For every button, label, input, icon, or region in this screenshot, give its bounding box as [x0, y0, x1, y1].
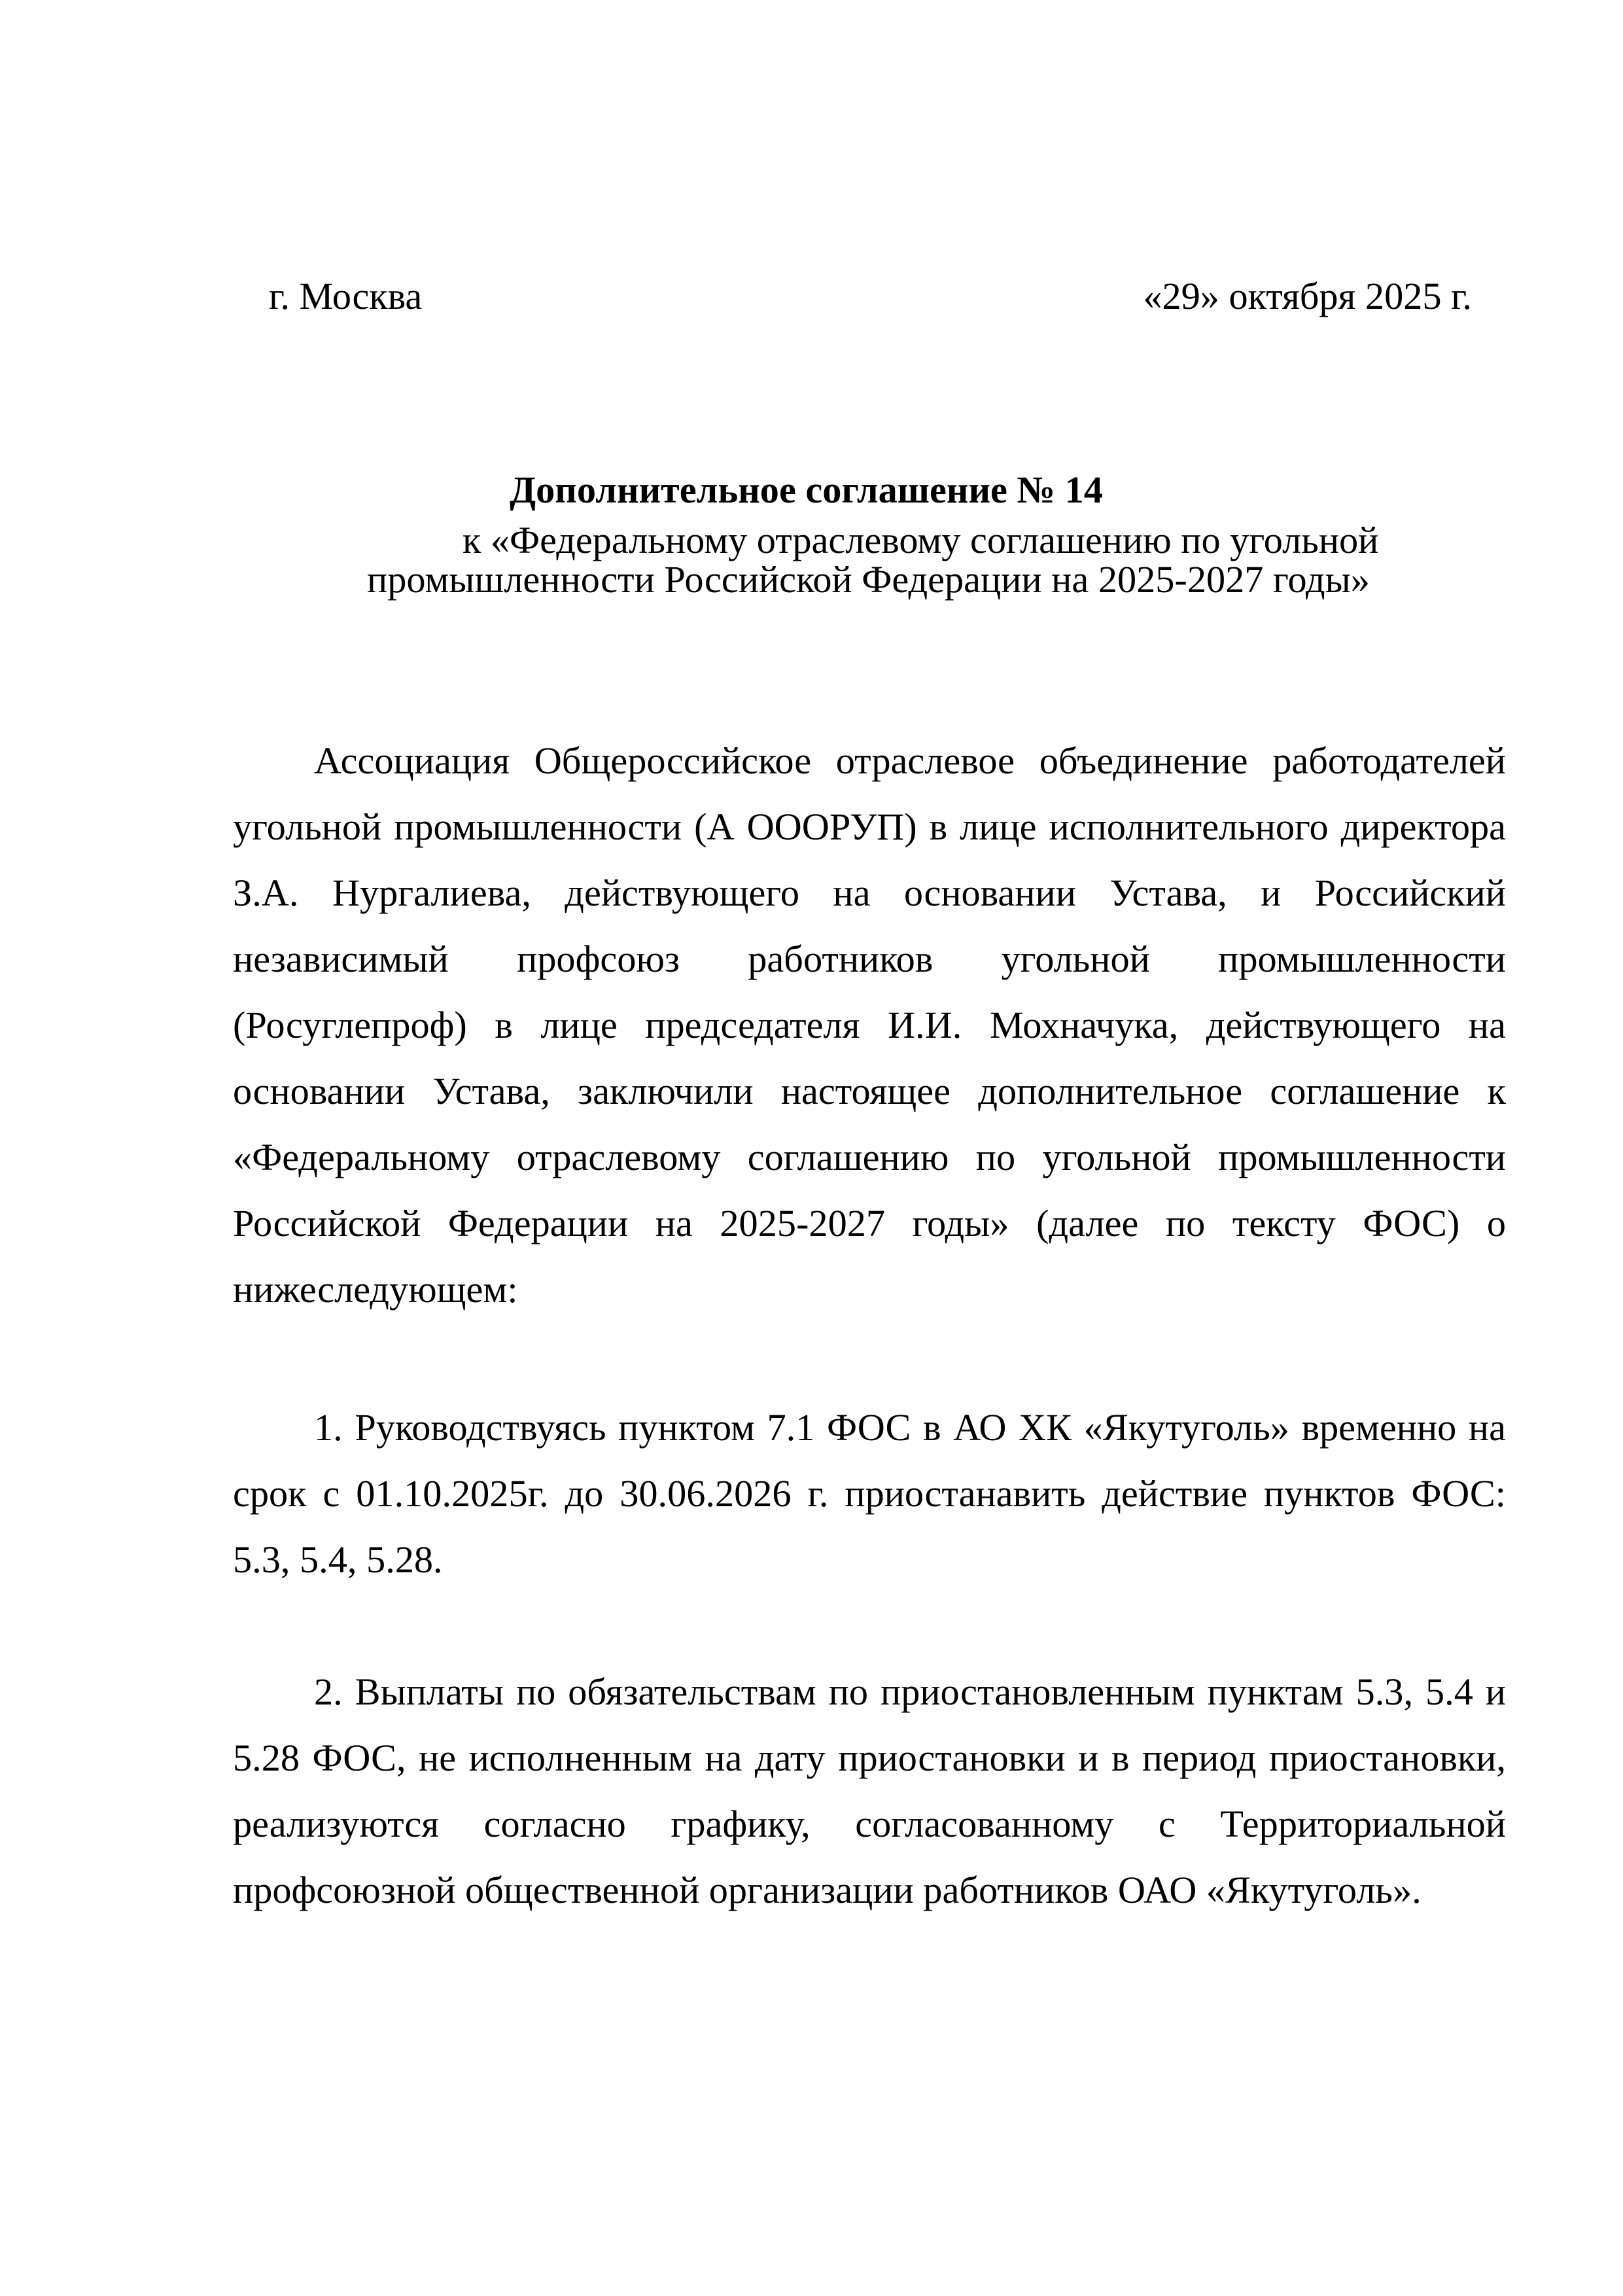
clause-line: срок с 01.10.2025г. до 30.06.2026 г. приостанавить действие пунктов ФОС: — [233, 1472, 1506, 1515]
clause-line: 1. Руководствуясь пунктом 7.1 ФОС в АО ХК «Якутуголь» временно на — [314, 1406, 1506, 1449]
document-subtitle-line: промышленности Российской Федерации на 2025-2027 годы» — [367, 558, 1370, 601]
clause-line: 5.28 ФОС, не исполненным на дату приостановки и в период приостановки, — [233, 1737, 1506, 1779]
clause-line: 2. Выплаты по обязательствам по приостановленным пунктам 5.3, 5.4 и — [314, 1670, 1506, 1713]
clause-line: 5.3, 5.4, 5.28. — [233, 1538, 443, 1581]
document-title — [0, 467, 1623, 513]
document-subtitle-line: к «Федеральному отраслевому соглашению по угольной — [462, 519, 1379, 561]
preamble-line: нижеследующем: — [233, 1268, 518, 1311]
preamble-line: Российской Федерации на 2025-2027 годы» (далее по тексту ФОС) о — [233, 1202, 1506, 1245]
preamble-line: (Росуглепроф) в лице председателя И.И. Мохначука, действующего на — [233, 1004, 1506, 1046]
preamble-line: независимый профсоюз работников угольной промышленности — [233, 938, 1506, 980]
header-date: «29» октября 2025 г. — [1143, 275, 1472, 317]
preamble-line: З.А. Нургалиева, действующего на основании Устава, и Российский — [233, 872, 1506, 914]
header-city: г. Москва — [269, 275, 423, 317]
preamble-line: Ассоциация Общероссийское отраслевое объединение работодателей — [314, 739, 1506, 782]
preamble-line: угольной промышленности (А ОООРУП) в лице исполнительного директора — [233, 805, 1506, 848]
preamble-line: «Федеральному отраслевому соглашению по угольной промышленности — [233, 1136, 1506, 1178]
clause-line: профсоюзной общественной организации работников ОАО «Якутуголь». — [233, 1869, 1422, 1911]
preamble-line: основании Устава, заключили настоящее дополнительное соглашение к — [233, 1070, 1506, 1112]
clause-line: реализуются согласно графику, согласованному с Территориальной — [233, 1803, 1506, 1845]
document-title-text: Дополнительное соглашение № 14 — [510, 468, 1103, 511]
